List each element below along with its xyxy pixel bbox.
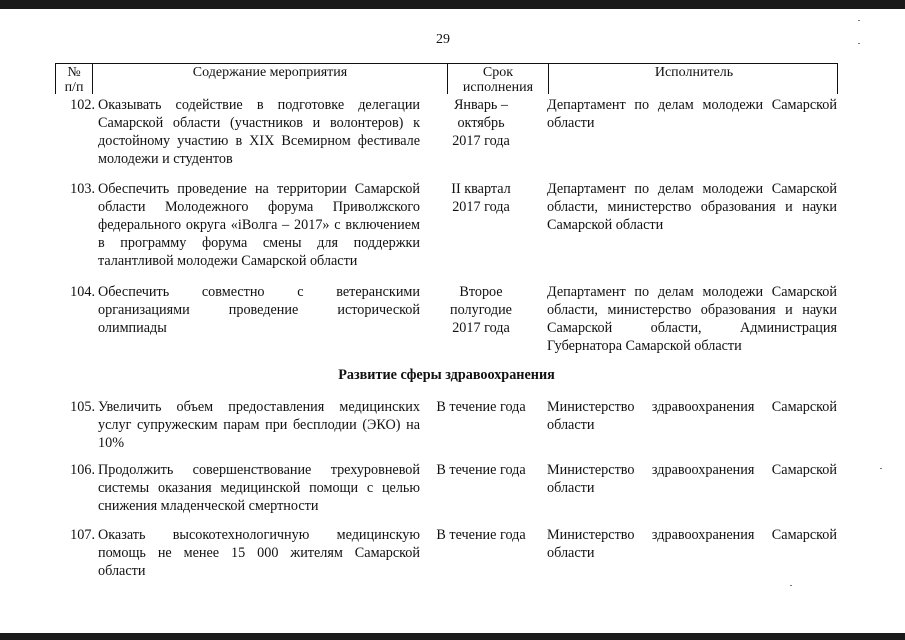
table-row <box>55 180 838 270</box>
table-header <box>55 63 838 94</box>
header-term: Срок исполнения <box>462 65 534 95</box>
row-executor: Департамент по делам молодежи Самарской области, министерство образования и науки Самарской области <box>547 181 837 233</box>
scan-speck <box>858 43 860 44</box>
row-number: 103. <box>70 181 95 197</box>
row-executor: Департамент по делам молодежи Самарской области, министерство образования и науки Самарской области, Администрация Губернатора Самарской области <box>547 284 837 354</box>
row-content: Продолжить совершенствование трехуровневой системы оказания медицинской помощи с целью снижения младенческой смертности <box>98 462 420 514</box>
scan-speck <box>880 468 882 469</box>
row-number: 106. <box>70 462 95 478</box>
table-row <box>55 283 838 355</box>
row-executor: Министерство здравоохранения Самарской области <box>547 462 837 496</box>
table-row <box>55 398 838 452</box>
row-executor: Департамент по делам молодежи Самарской области <box>547 97 837 131</box>
row-term: В течение года <box>436 399 526 415</box>
row-content: Обеспечить проведение на территории Самарской области Молодежного форума Приволжского федерального округа «iВолга – 2017» с включением в программу форума смены для поддержки талантливой молодежи Самарской области <box>98 181 420 269</box>
row-term: В течение года <box>436 527 526 543</box>
header-executor: Исполнитель <box>654 65 734 80</box>
row-content: Увеличить объем предоставления медицинских услуг супружеским парам при бесплодии (ЭКО) на 10% <box>98 399 420 451</box>
row-number: 105. <box>70 399 95 415</box>
scan-speck <box>790 585 792 586</box>
row-number: 107. <box>70 527 95 543</box>
events-table <box>55 63 838 579</box>
table-row <box>55 526 838 580</box>
row-content: Обеспечить совместно с ветеранскими организациями проведение исторической олимпиады <box>98 284 420 336</box>
row-number: 102. <box>70 97 95 113</box>
row-number: 104. <box>70 284 95 300</box>
row-term: В течение года <box>436 462 526 478</box>
row-content: Оказать высокотехнологичную медицинскую помощь не менее 15 000 жителям Самарской области <box>98 527 420 579</box>
row-term: Второе полугодие 2017 года <box>450 284 512 336</box>
row-executor: Министерство здравоохранения Самарской области <box>547 399 837 433</box>
page-number: 29 <box>436 32 450 47</box>
scan-top-border <box>0 0 905 9</box>
row-content: Оказывать содействие в подготовке делегации Самарской области (участников и волонтеров) к достойному участию в XIX Всемирном фестивале молодежи и студентов <box>98 97 420 167</box>
row-term: Январь – октябрь 2017 года <box>452 97 510 149</box>
row-executor: Министерство здравоохранения Самарской области <box>547 527 837 561</box>
table-row <box>55 96 838 168</box>
scan-bottom-border <box>0 633 905 640</box>
header-num: № п/п <box>64 65 84 95</box>
scan-speck <box>858 20 860 21</box>
header-content: Содержание мероприятия <box>192 65 348 80</box>
table-row <box>55 461 838 515</box>
section-title: Развитие сферы здравоохранения <box>338 367 555 383</box>
row-term: II квартал 2017 года <box>451 181 511 215</box>
